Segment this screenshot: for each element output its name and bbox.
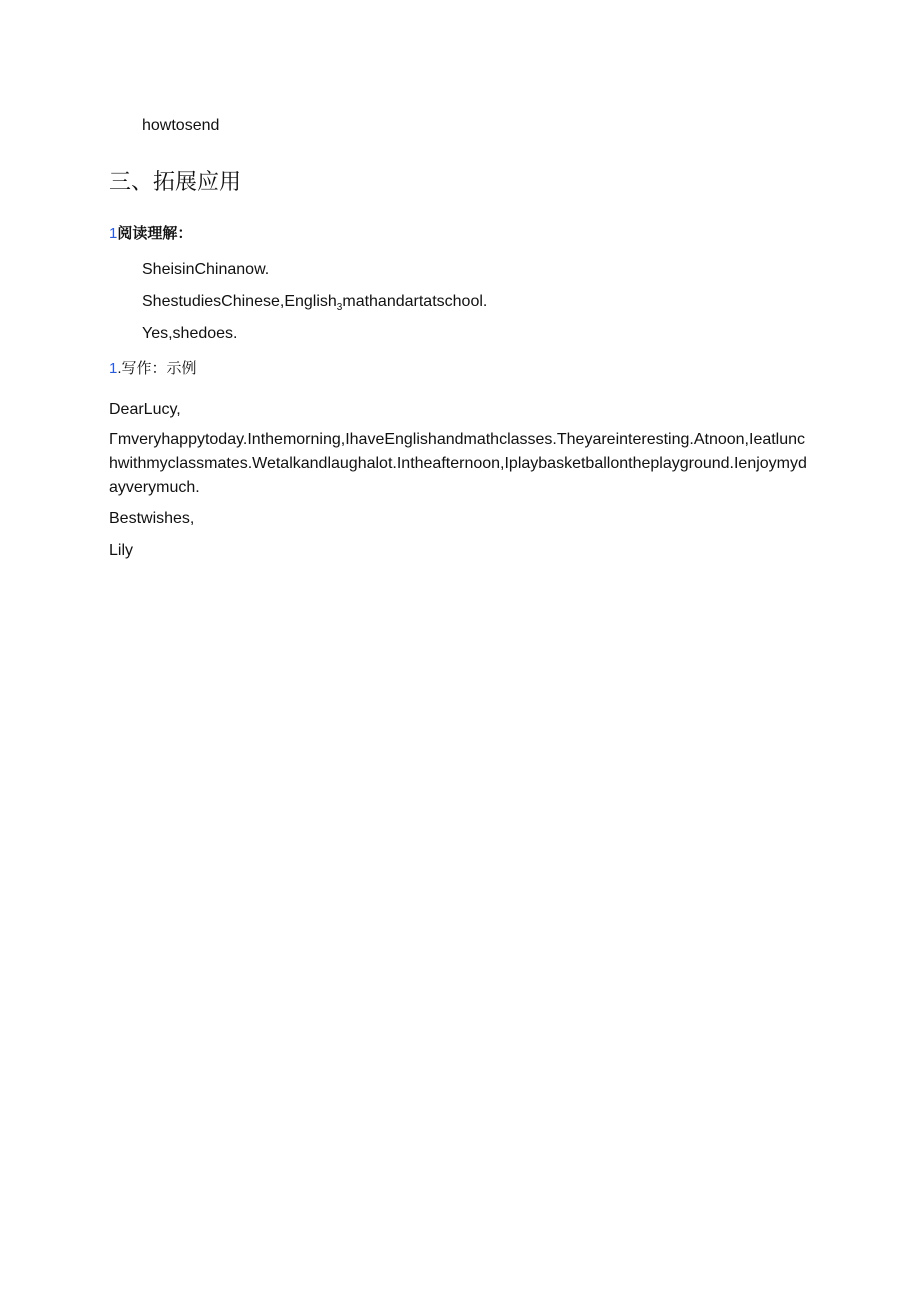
reading-answer-1: SheisinChinanow. — [142, 261, 270, 278]
writing-question-label — [109, 359, 197, 379]
letter-greeting: DearLucy, — [109, 401, 181, 418]
reading-number: 1 — [109, 225, 118, 242]
writing-label: .写作：示例 — [117, 360, 197, 377]
reading-question-label — [109, 224, 192, 244]
reading-answer-2 — [142, 292, 487, 318]
letter-signature: Lily — [109, 542, 134, 559]
reading-answer-2-subscript: 3 — [336, 302, 343, 313]
letter-body: Γmveryhappytoday.Inthemorning,IhaveEnglishandmathclasses.Theyareinteresting.Atnoon,Ieatlunchwithmyclassmates.Wetalkandlaughalot.Intheafternoon,Iplaybasketballontheplayground.Ienjoymydayverymuch. — [109, 431, 807, 496]
writing-number: 1 — [109, 360, 118, 377]
letter-closing: Bestwishes, — [109, 510, 195, 527]
top-line-text: howtosend — [142, 117, 220, 134]
reading-answer-2-part-1: ShestudiesChinese,English — [142, 293, 337, 310]
reading-label: 阅读理解： — [117, 225, 193, 242]
reading-answer-2-part-2: mathandartatschool. — [342, 293, 488, 310]
section-heading: 三、拓展应用 — [109, 170, 242, 195]
reading-answer-3: Yes,shedoes. — [142, 325, 238, 342]
